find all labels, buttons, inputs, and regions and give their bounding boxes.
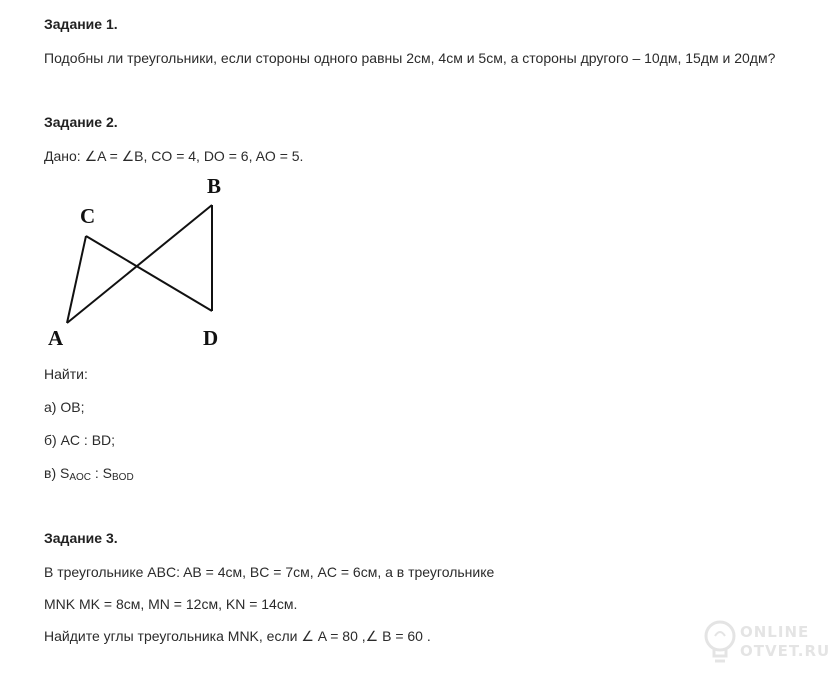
label-b: B	[207, 174, 222, 198]
item-c-sub-aoc: AOC	[69, 472, 91, 483]
task3-line1: В треугольнике ABC: AB = 4см, BC = 7см, AC = 6см, а в треугольнике	[44, 564, 495, 580]
item-c-sub-bod: BOD	[112, 472, 134, 483]
bowtie-figure	[40, 170, 240, 352]
find-item-b: б) AC : BD;	[44, 432, 116, 448]
find-item-c	[44, 464, 134, 487]
watermark	[700, 616, 830, 672]
item-c-mid: : S	[91, 465, 113, 481]
find-item-a: а) OB;	[44, 399, 85, 415]
task3-line2: MNK MK = 8см, MN = 12см, KN = 14см.	[44, 596, 298, 612]
segment-cd	[86, 236, 212, 311]
item-c-prefix: в) S	[44, 465, 70, 481]
lightbulb-icon	[702, 618, 738, 668]
watermark-line1: ONLINE	[740, 623, 810, 641]
label-d: D	[203, 326, 219, 350]
find-label: Найти:	[44, 366, 88, 382]
task2-given: Дано: ∠A = ∠B, CO = 4, DO = 6, AO = 5.	[44, 148, 304, 164]
task1-text: Подобны ли треугольники, если стороны одного равны 2см, 4см и 5см, а стороны другого – 10дм, 15дм и 20дм?	[44, 50, 776, 66]
task2-heading: Задание 2.	[44, 114, 118, 130]
watermark-line2: OTVET.RU	[740, 642, 830, 660]
label-a: A	[48, 326, 64, 350]
label-c: C	[80, 204, 96, 228]
task3-heading: Задание 3.	[44, 530, 118, 546]
task1-heading: Задание 1.	[44, 16, 118, 32]
task3-line3: Найдите углы треугольника MNK, если ∠ A = 80 ,∠ B = 60 .	[44, 628, 431, 644]
